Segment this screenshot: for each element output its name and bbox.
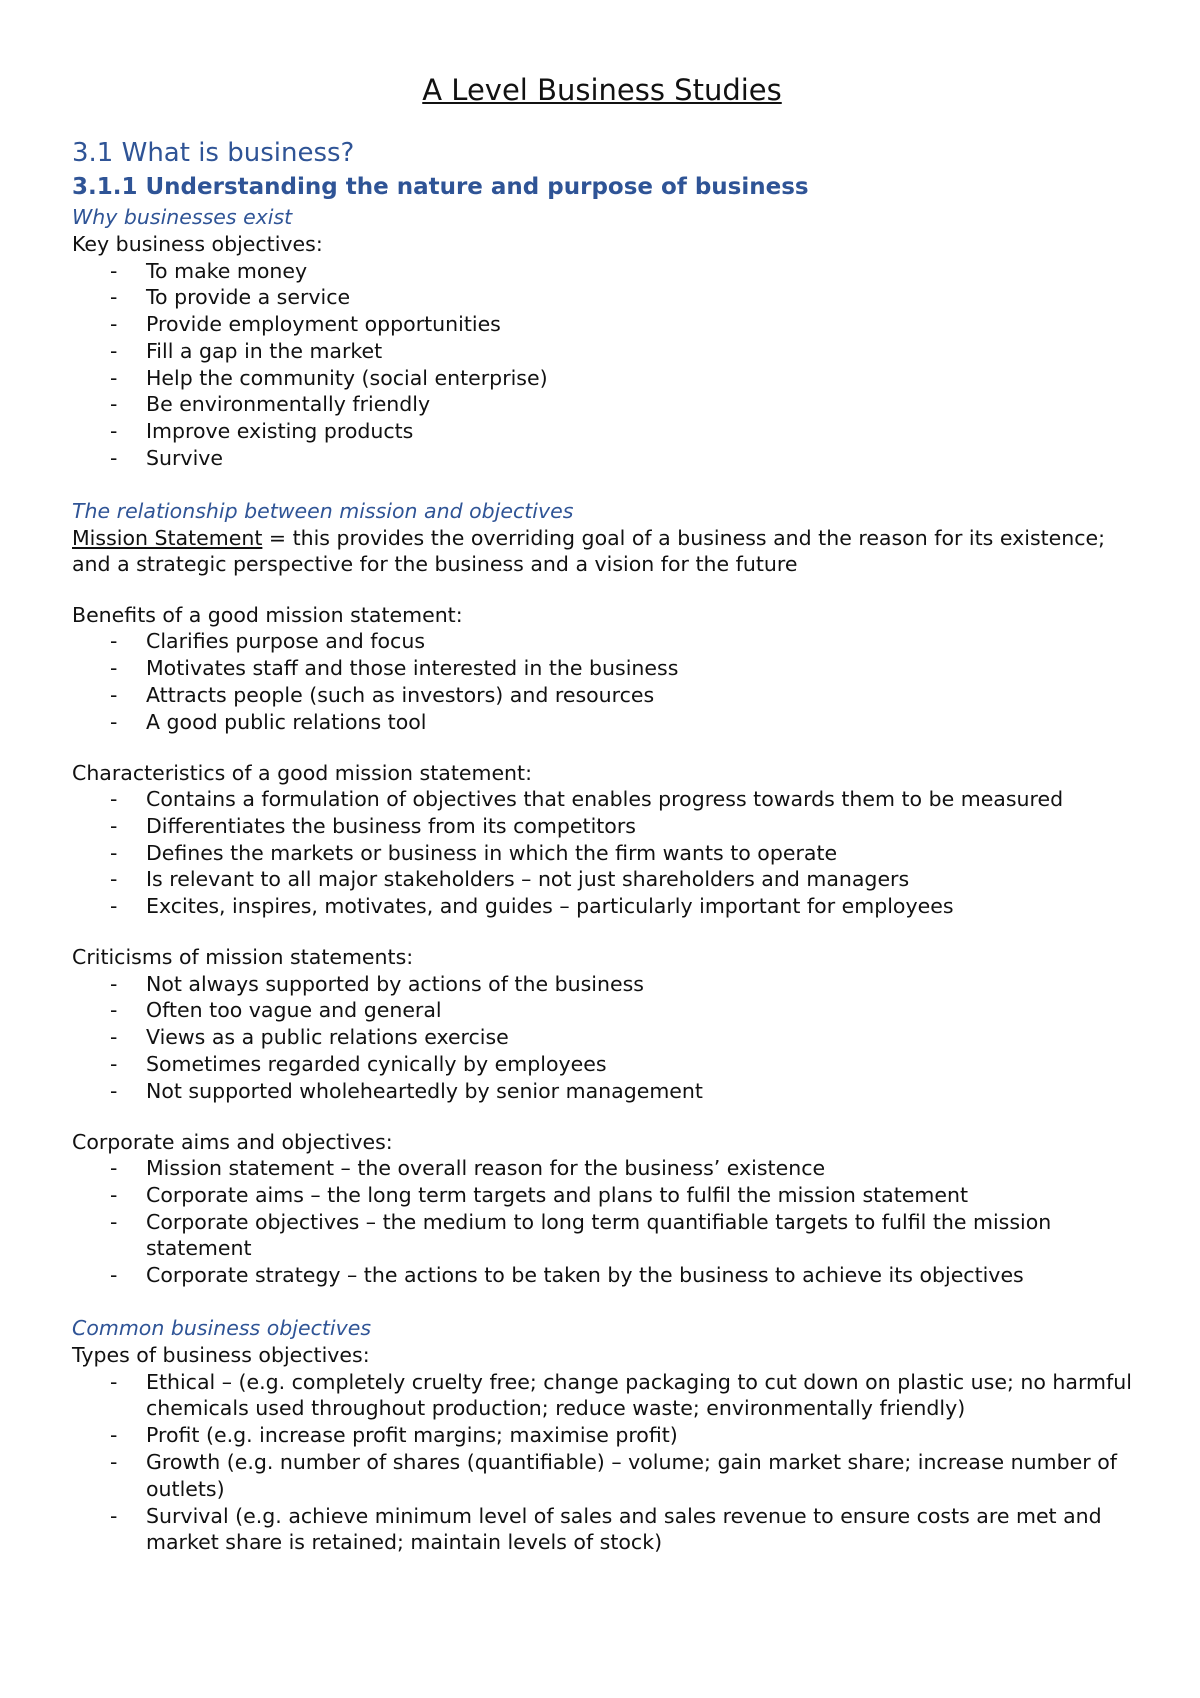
dash-bullet: -: [110, 894, 118, 919]
dash-bullet: -: [110, 1449, 118, 1474]
list-item: [72, 997, 1132, 1024]
dash-bullet: -: [110, 1503, 118, 1528]
list-item: [72, 655, 1132, 682]
list-item: [72, 866, 1132, 893]
dash-bullet: -: [110, 446, 118, 471]
list-item: [72, 1209, 1132, 1263]
spacer: [72, 736, 1132, 760]
heading-why-businesses-exist: Why businesses exist: [72, 205, 293, 229]
list-item: [72, 1078, 1132, 1105]
characteristics-list: [72, 786, 1132, 920]
dash-bullet: -: [110, 312, 118, 337]
dash-bullet: -: [110, 1369, 118, 1394]
list-item-text: To provide a service: [146, 285, 351, 310]
list-item-text: Motivates staff and those interested in the business: [146, 656, 679, 681]
dash-bullet: -: [110, 1209, 118, 1234]
dash-bullet: -: [110, 709, 118, 734]
document-title: A Level Business Studies: [422, 73, 782, 107]
dash-bullet: -: [110, 1051, 118, 1076]
dash-bullet: -: [110, 656, 118, 681]
spacer: [72, 1289, 1132, 1315]
dash-bullet: -: [110, 1182, 118, 1207]
list-item: [72, 682, 1132, 709]
heading-section-3-1-1: 3.1.1 Understanding the nature and purpose of business: [72, 174, 809, 200]
dash-bullet: -: [110, 787, 118, 812]
list-item: [72, 893, 1132, 920]
list-item-text: Be environmentally friendly: [146, 392, 431, 417]
benefits-intro: Benefits of a good mission statement:: [72, 602, 463, 627]
list-item: [72, 1262, 1132, 1289]
list-item: [72, 1155, 1132, 1182]
list-item: [72, 445, 1132, 472]
list-item-text: Survival (e.g. achieve minimum level of sales and sales revenue to ensure costs are met and market share is retained; maintain levels of stock): [146, 1503, 1102, 1555]
list-item-text: Corporate aims – the long term targets and plans to fulfil the mission statement: [146, 1182, 968, 1207]
list-item: [72, 971, 1132, 998]
mission-statement-definition-text: = this provides the overriding goal of a business and the reason for its existence; and a strategic perspective for the business and a vision for the future: [72, 525, 1106, 577]
heading-common-business-objectives: Common business objectives: [72, 1316, 372, 1341]
list-item-text: Is relevant to all major stakeholders – not just shareholders and managers: [146, 867, 910, 892]
list-item: [72, 813, 1132, 840]
dash-bullet: -: [110, 365, 118, 390]
corporate-aims-intro: Corporate aims and objectives:: [72, 1129, 393, 1154]
list-item-text: Mission statement – the overall reason for the business’ existence: [146, 1156, 826, 1181]
list-item: [72, 311, 1132, 338]
document-page: [72, 70, 1132, 1556]
mission-statement-term: Mission Statement: [72, 525, 263, 550]
dash-bullet: -: [110, 1263, 118, 1288]
list-item-text: Corporate strategy – the actions to be taken by the business to achieve its objectives: [146, 1263, 1024, 1288]
dash-bullet: -: [110, 1078, 118, 1103]
list-item-text: Survive: [146, 446, 224, 471]
list-item: [72, 1369, 1132, 1423]
spacer: [72, 472, 1132, 498]
dash-bullet: -: [110, 1423, 118, 1448]
list-item: [72, 1449, 1132, 1503]
types-of-objectives-intro: Types of business objectives:: [72, 1343, 370, 1368]
list-item-text: Defines the markets or business in which the firm wants to operate: [146, 840, 838, 865]
list-item-text: Differentiates the business from its competitors: [146, 813, 636, 838]
list-item: [72, 1182, 1132, 1209]
benefits-list: [72, 628, 1132, 735]
dash-bullet: -: [110, 338, 118, 363]
list-item-text: Improve existing products: [146, 419, 414, 444]
heading-mission-and-objectives: The relationship between mission and objectives: [72, 498, 574, 523]
dash-bullet: -: [110, 629, 118, 654]
list-item-text: Often too vague and general: [146, 998, 442, 1023]
spacer: [72, 1105, 1132, 1129]
spacer: [72, 920, 1132, 944]
spacer: [72, 578, 1132, 602]
dash-bullet: -: [110, 840, 118, 865]
heading-section-3-1: 3.1 What is business?: [72, 138, 355, 168]
list-item: [72, 709, 1132, 736]
criticisms-list: [72, 971, 1132, 1105]
list-item-text: To make money: [146, 258, 308, 283]
key-objectives-intro: Key business objectives:: [72, 232, 323, 256]
dash-bullet: -: [110, 285, 118, 310]
list-item-text: Profit (e.g. increase profit margins; maximise profit): [146, 1423, 678, 1448]
dash-bullet: -: [110, 867, 118, 892]
list-item-text: Growth (e.g. number of shares (quantifiable) – volume; gain market share; increase number of outlets): [146, 1449, 1117, 1501]
list-item: [72, 1024, 1132, 1051]
list-item: [72, 391, 1132, 418]
list-item: [72, 1422, 1132, 1449]
list-item-text: Contains a formulation of objectives that enables progress towards them to be measured: [146, 787, 1064, 812]
list-item: [72, 786, 1132, 813]
list-item-text: Fill a gap in the market: [146, 338, 383, 363]
list-item-text: Help the community (social enterprise): [146, 365, 548, 390]
list-item: [72, 1051, 1132, 1078]
list-item-text: A good public relations tool: [146, 709, 427, 734]
list-item: [72, 284, 1132, 311]
list-item: [72, 1503, 1132, 1557]
list-item-text: Excites, inspires, motivates, and guides – particularly important for employees: [146, 894, 954, 919]
list-item-text: Not supported wholeheartedly by senior management: [146, 1078, 703, 1103]
dash-bullet: -: [110, 971, 118, 996]
list-item: [72, 258, 1132, 285]
mission-statement-definition: [72, 525, 1132, 578]
list-item: [72, 628, 1132, 655]
list-item: [72, 840, 1132, 867]
corporate-aims-list: [72, 1155, 1132, 1289]
list-item: [72, 365, 1132, 392]
dash-bullet: -: [110, 392, 118, 417]
list-item-text: Attracts people (such as investors) and resources: [146, 682, 655, 707]
list-item-text: Ethical – (e.g. completely cruelty free; change packaging to cut down on plastic use; no harmful chemicals used throughout production; reduce waste; environmentally friendly): [146, 1369, 1132, 1421]
list-item-text: Not always supported by actions of the business: [146, 971, 644, 996]
key-objectives-list: [72, 258, 1132, 472]
list-item-text: Corporate objectives – the medium to long term quantifiable targets to fulfil the mission statement: [146, 1209, 1052, 1261]
list-item: [72, 418, 1132, 445]
characteristics-intro: Characteristics of a good mission statement:: [72, 760, 532, 785]
dash-bullet: -: [110, 998, 118, 1023]
types-of-objectives-list: [72, 1369, 1132, 1557]
list-item-text: Views as a public relations exercise: [146, 1025, 509, 1050]
list-item: [72, 338, 1132, 365]
list-item-text: Provide employment opportunities: [146, 312, 501, 337]
list-item-text: Clarifies purpose and focus: [146, 629, 426, 654]
criticisms-intro: Criticisms of mission statements:: [72, 945, 414, 970]
list-item-text: Sometimes regarded cynically by employees: [146, 1051, 607, 1076]
dash-bullet: -: [110, 258, 118, 283]
dash-bullet: -: [110, 682, 118, 707]
dash-bullet: -: [110, 813, 118, 838]
dash-bullet: -: [110, 1025, 118, 1050]
dash-bullet: -: [110, 1156, 118, 1181]
dash-bullet: -: [110, 419, 118, 444]
